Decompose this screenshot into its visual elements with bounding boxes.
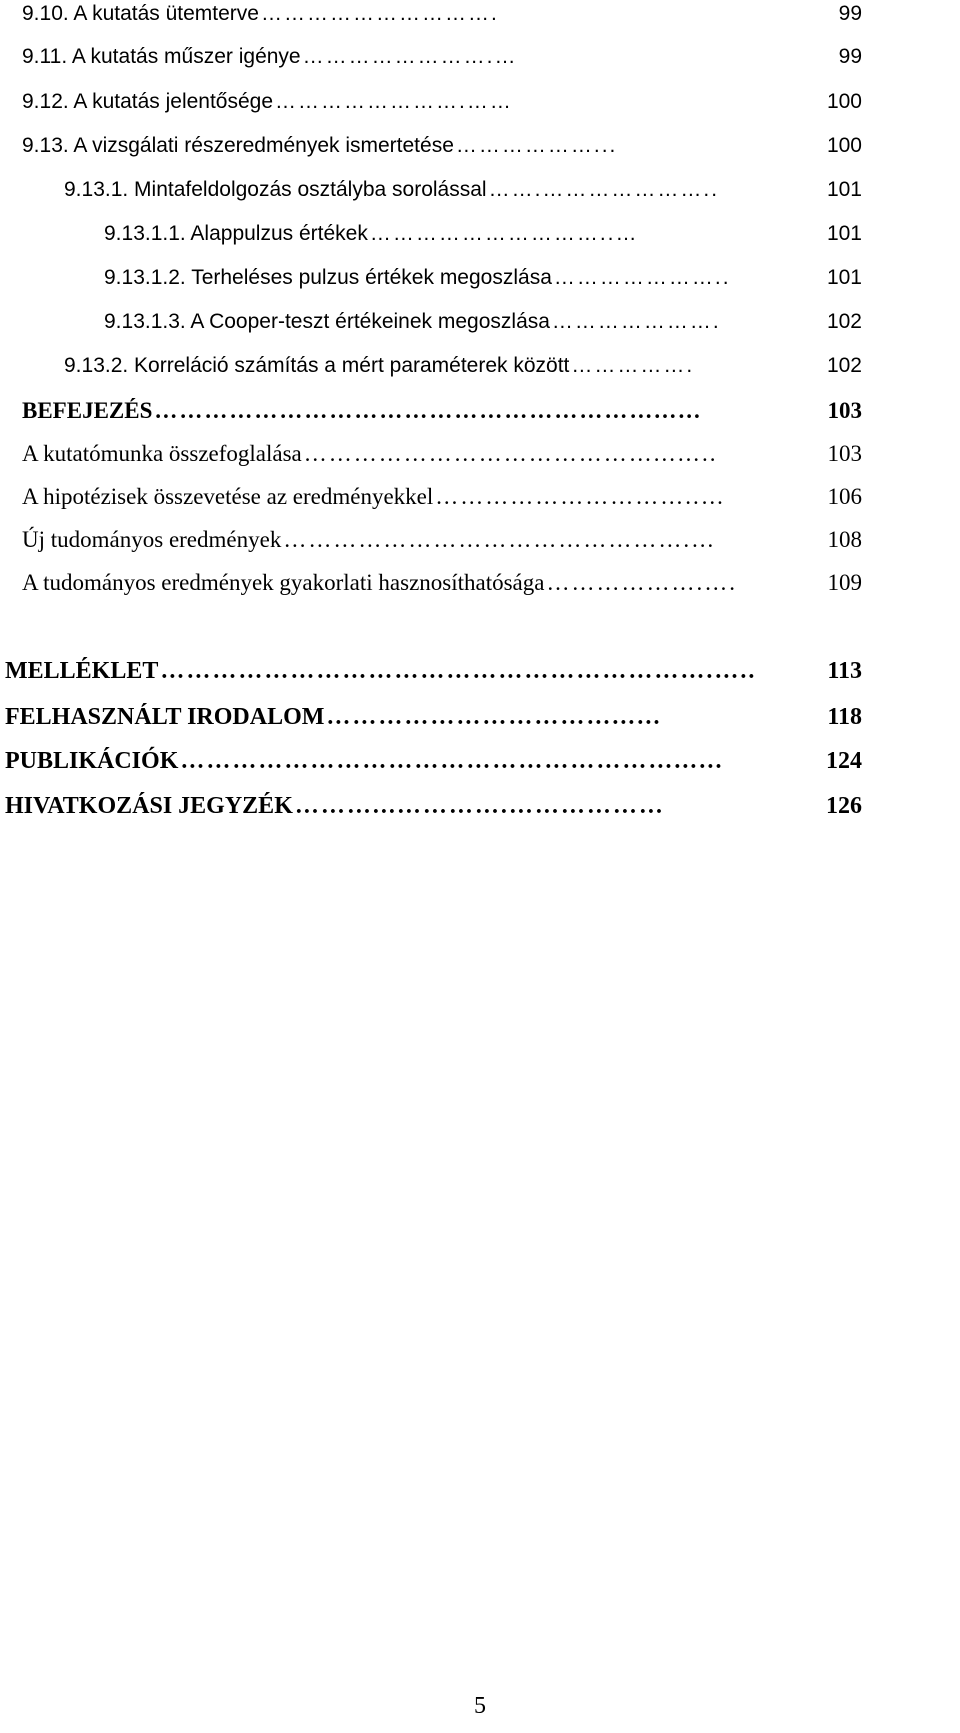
toc-entry-page: 109 xyxy=(827,570,862,595)
toc-entry-label: 9.13.1.3. A Cooper-teszt értékeinek megoszlása xyxy=(104,310,550,333)
toc-entry-hasznosithatosag[interactable] xyxy=(22,571,862,594)
toc-entry-melleklet[interactable] xyxy=(5,659,862,683)
toc-entry-befejezes[interactable] xyxy=(22,399,862,422)
toc-entry-leader: ……………………………………...….. xyxy=(303,442,718,465)
toc-entry-label: 9.12. A kutatás jelentősége xyxy=(22,90,274,113)
toc-entry-leader: …….………………….. xyxy=(488,179,720,200)
toc-entry-leader: ………………….. xyxy=(553,267,731,288)
toc-entry-9-13-2[interactable] xyxy=(64,355,862,376)
toc-entry-label: A kutatómunka összefoglalása xyxy=(22,441,302,466)
toc-entry-page: 103 xyxy=(827,441,862,466)
toc-entry-leader: ……………. xyxy=(571,355,695,376)
toc-entry-page: 101 xyxy=(826,266,862,289)
toc-entry-label: PUBLIKÁCIÓK xyxy=(5,748,179,774)
toc-entry-leader: ………………... xyxy=(455,135,618,156)
toc-entry-label: MELLÉKLET xyxy=(5,658,159,684)
toc-entry-leader: ……………………………………………………...… xyxy=(154,399,703,422)
toc-entry-leader: ……………….…. xyxy=(546,571,737,594)
toc-entry-9-13[interactable] xyxy=(22,135,862,156)
toc-entry-leader: …………………………………………………...… xyxy=(180,749,725,773)
toc-entry-label: 9.13.1.1. Alappulzus értékek xyxy=(104,222,368,245)
toc-entry-page: 99 xyxy=(838,45,862,68)
toc-entry-page: 124 xyxy=(826,748,862,774)
toc-entry-9-13-1[interactable] xyxy=(64,179,862,200)
toc-entry-leader: ……………………………………………………….….. xyxy=(160,659,757,683)
toc-entry-leader: …………………………..… xyxy=(369,223,639,244)
toc-entry-uj-eredmenyek[interactable] xyxy=(22,528,862,551)
toc-entry-page: 108 xyxy=(827,527,862,552)
toc-entry-osszefoglalas[interactable] xyxy=(22,442,862,465)
toc-entry-label: FELHASZNÁLT IRODALOM xyxy=(5,704,325,730)
toc-entry-page: 100 xyxy=(826,90,862,113)
toc-entry-publikaciok[interactable] xyxy=(5,749,862,773)
toc-entry-9-12[interactable] xyxy=(22,91,862,112)
toc-entry-label: Új tudományos eredmények xyxy=(22,527,282,552)
toc-entry-9-13-1-2[interactable] xyxy=(104,267,862,288)
toc-entry-leader: ………………………………………….… xyxy=(283,528,717,551)
toc-entry-label: 9.13.1. Mintafeldolgozás osztályba sorolással xyxy=(64,178,487,201)
toc-entry-leader: …………………………..… xyxy=(435,485,726,508)
toc-entry-page: 113 xyxy=(827,658,862,684)
toc-entry-label: 9.11. A kutatás műszer igénye xyxy=(22,45,301,68)
toc-entry-label: A hipotézisek összevetése az eredményekkel xyxy=(22,484,434,509)
toc-entry-page: 118 xyxy=(827,704,862,730)
toc-entry-label: 9.13.2. Korreláció számítás a mért paraméterek között xyxy=(64,354,570,377)
toc-entry-leader: …………………………. xyxy=(260,3,499,24)
toc-entry-9-11[interactable] xyxy=(22,46,862,67)
toc-entry-label: A tudományos eredmények gyakorlati hasznosíthatósága xyxy=(22,570,545,595)
toc-entry-label: 9.13.1.2. Terheléses pulzus értékek megoszlása xyxy=(104,266,552,289)
toc-entry-9-13-1-3[interactable] xyxy=(104,311,862,332)
toc-entry-label: 9.13. A vizsgálati részeredmények ismertetése xyxy=(22,134,454,157)
toc-entry-hivatkozasi-jegyzek[interactable] xyxy=(5,794,862,818)
toc-entry-leader: ………...………….……………… xyxy=(294,794,665,818)
toc-entry-page: 103 xyxy=(827,398,862,423)
toc-entry-irodalom[interactable] xyxy=(5,705,862,729)
toc-entry-leader: …………………….… xyxy=(302,46,518,67)
toc-entry-page: 100 xyxy=(826,134,862,157)
toc-entry-leader: ……………………………...… xyxy=(326,705,663,729)
toc-entry-leader: …………………. xyxy=(551,311,721,332)
page-number: 5 xyxy=(474,1693,486,1719)
toc-entry-page: 101 xyxy=(826,178,862,201)
toc-entry-page: 101 xyxy=(826,222,862,245)
toc-entry-hipotezisek[interactable] xyxy=(22,485,862,508)
toc-entry-label: HIVATKOZÁSI JEGYZÉK xyxy=(5,793,293,819)
toc-entry-page: 99 xyxy=(838,2,862,25)
toc-entry-page: 102 xyxy=(826,310,862,333)
toc-entry-leader: …………………….…… xyxy=(275,91,513,112)
toc-entry-page: 106 xyxy=(827,484,862,509)
toc-entry-label: BEFEJEZÉS xyxy=(22,398,153,423)
toc-entry-page: 102 xyxy=(826,354,862,377)
toc-entry-9-13-1-1[interactable] xyxy=(104,223,862,244)
toc-entry-label: 9.10. A kutatás ütemterve xyxy=(22,2,259,25)
toc-entry-page: 126 xyxy=(826,793,862,819)
toc-entry-9-10[interactable] xyxy=(22,3,862,24)
